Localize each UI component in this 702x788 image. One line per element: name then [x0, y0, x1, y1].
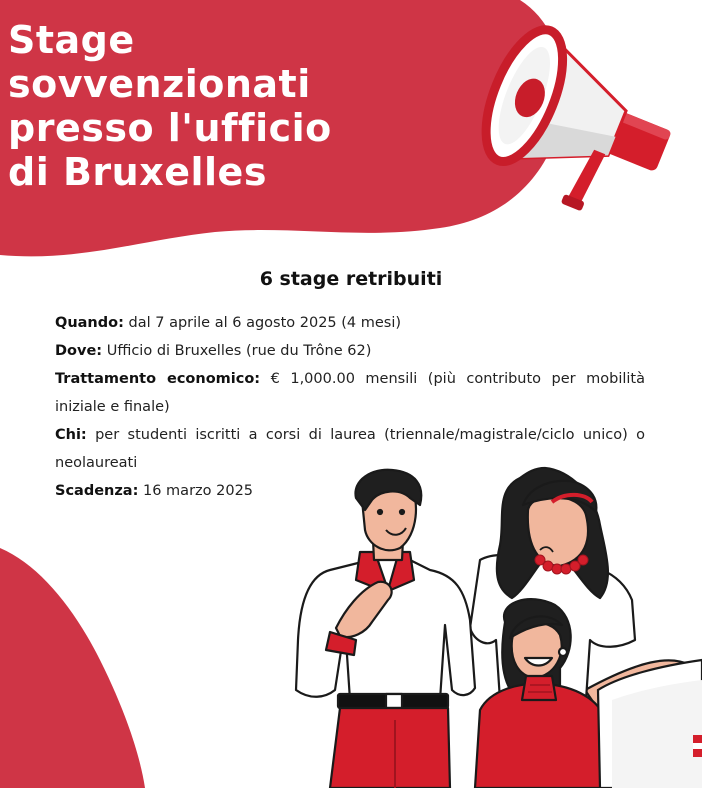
title-line-2: sovvenzionati: [8, 62, 311, 106]
title-line-1: Stage: [8, 18, 135, 62]
detail-trattamento-label: Trattamento economico:: [55, 371, 261, 387]
title-line-4: di Bruxelles: [8, 150, 267, 194]
detail-scadenza-label: Scadenza:: [55, 483, 139, 499]
man: [296, 470, 475, 788]
title-line-3: presso l'ufficio: [8, 106, 332, 150]
detail-trattamento-value: € 1,000.00 mensili (più contributo per mobilità iniziale e finale): [55, 371, 646, 415]
detail-quando-label: Quando:: [55, 315, 124, 331]
detail-quando-value: dal 7 aprile al 6 agosto 2025 (4 mesi): [123, 315, 402, 331]
detail-chi-label: Chi:: [55, 427, 87, 443]
detail-dove-value: Ufficio di Bruxelles (rue du Trône 62): [102, 343, 372, 359]
detail-dove-label: Dove:: [55, 343, 103, 359]
detail-scadenza-value: 16 marzo 2025: [138, 483, 254, 499]
subtitle: 6 stage retribuiti: [259, 268, 443, 290]
detail-chi-value: per studenti iscritti a corsi di laurea (triennale/magistrale/ciclo unico) o neolaureati: [55, 427, 645, 471]
